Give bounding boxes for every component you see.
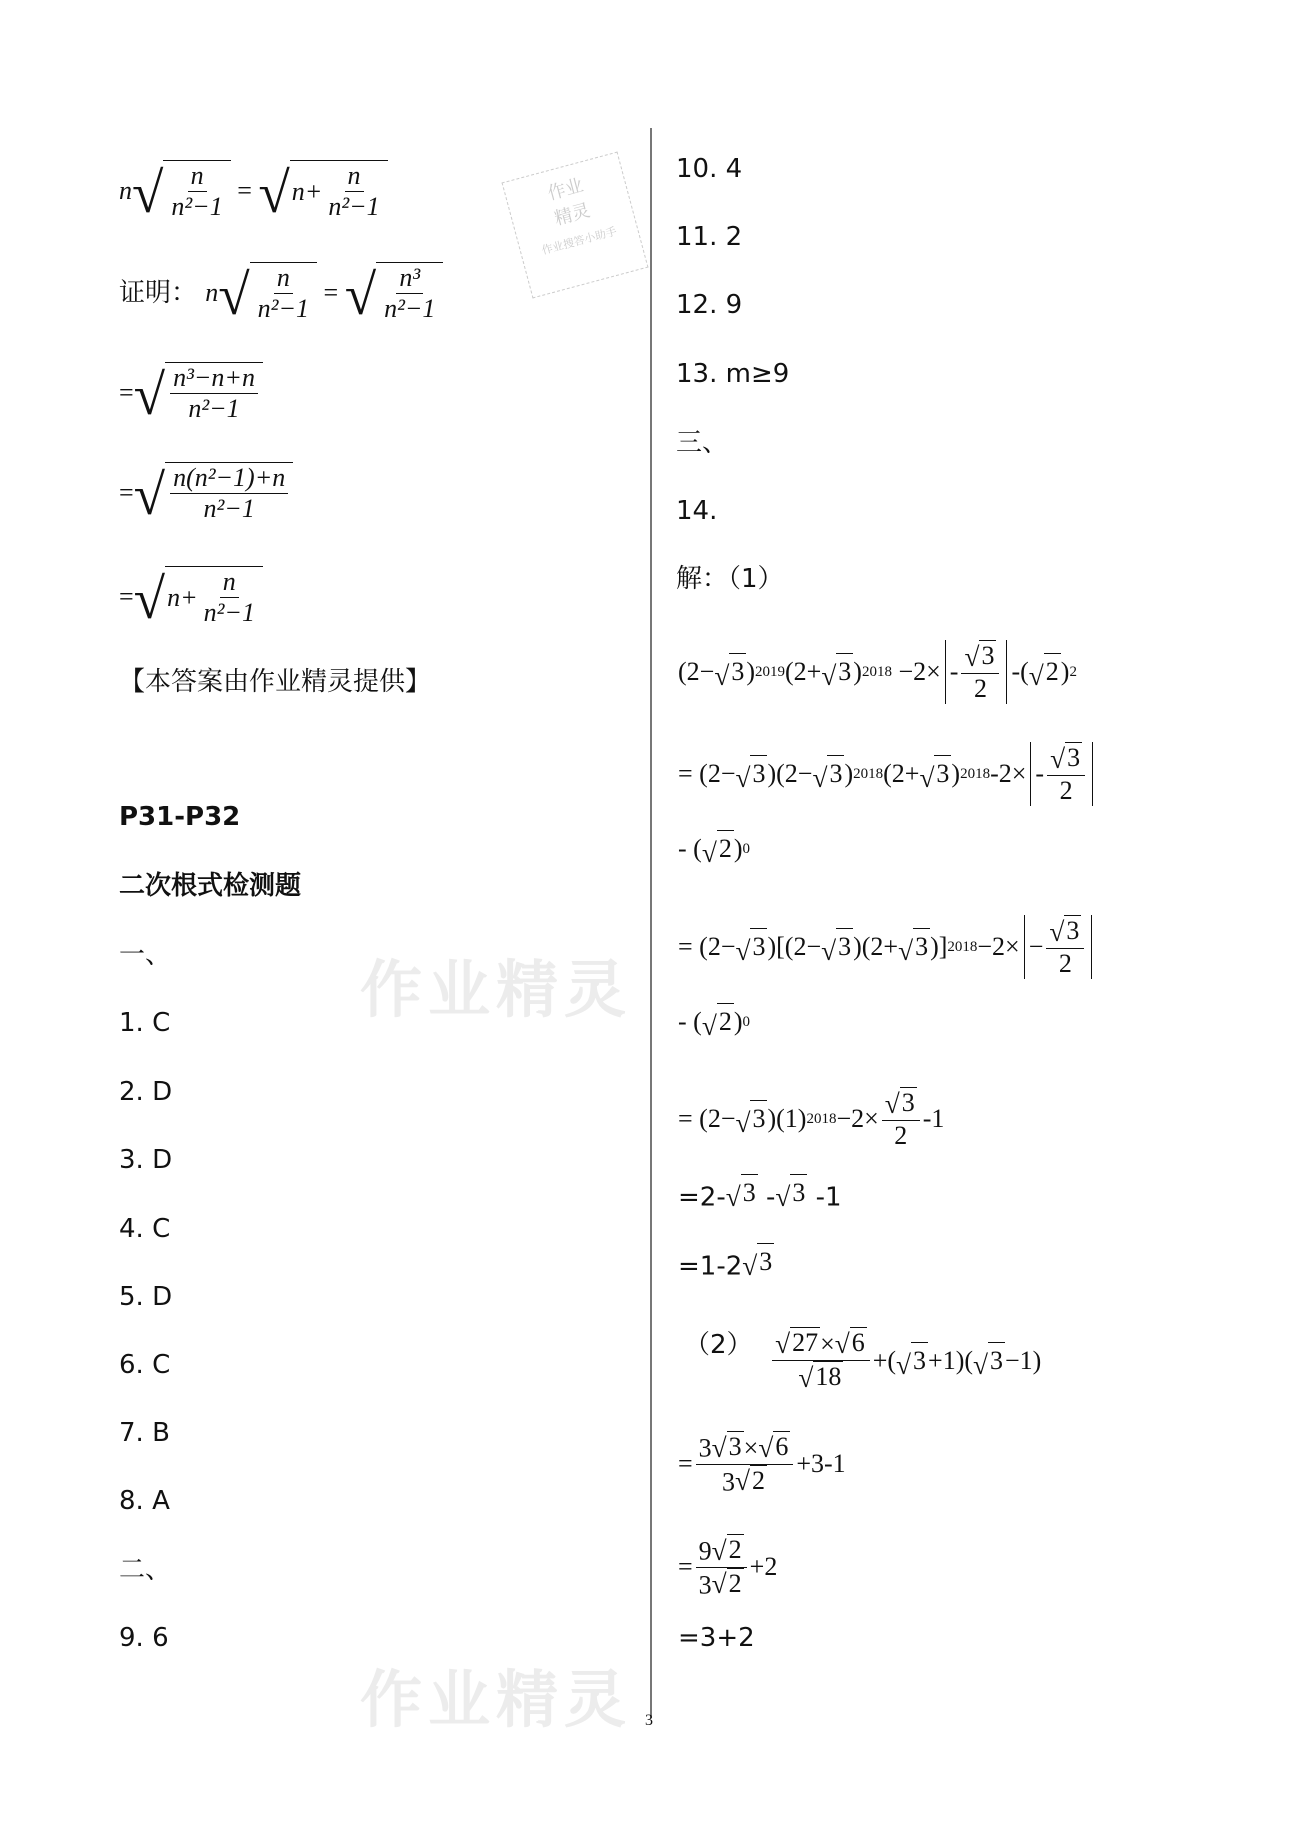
solution-label: 解：（1） <box>676 564 784 594</box>
watermark: 作业精灵 <box>360 953 633 1026</box>
stamp-text: 精灵 <box>552 200 593 230</box>
answer-item: 6. C <box>119 1350 171 1380</box>
answer-item: 3. D <box>119 1145 173 1175</box>
credit-note: 【本答案由作业精灵提供】 <box>119 667 432 697</box>
solution-step: = 3 √ 3 × √ 6 3 √ 2 +3-1 <box>678 1432 846 1497</box>
part-heading: 一、 <box>119 940 172 970</box>
proof-step: = √ $\frac{\text{n³−n+n}}{\text{n²−1}}$ <box>119 362 263 424</box>
solution-step: =2- √ 3 - √ 3 -1 <box>678 1174 842 1216</box>
formula-identity: n √ $\frac{n}{\text{n²−1}}$ = √ n+ $\frac{n}{\text{n²−1}}$ <box>119 160 388 222</box>
answer-item: 12. 9 <box>676 290 743 320</box>
solution-step: = (2− √ 3 )(1) 2018 −2× √ 3 2 -1 <box>678 1088 945 1150</box>
section-title: 二次根式检测题 <box>119 871 302 901</box>
answer-item: 5. D <box>119 1282 173 1312</box>
solution-step: = (2− √ 3 )(2− √ 3 ) 2018 (2+ √ 3 ) 2018 -2× - √ 3 2 <box>678 742 1097 806</box>
proof-line: 证明： n √ $\frac{n}{\text{n²−1}}$ = √ $\frac{\text{n³}}{\text{n²−1}}$ <box>119 262 443 324</box>
proof-step: = √ $\frac{\text{n(n²−1)+n}}{\text{n²−1}}$ <box>119 462 293 524</box>
stamp-text: 作业搜答小助手 <box>540 224 619 258</box>
stamp-logo <box>502 152 649 299</box>
answer-item: 11. 2 <box>676 222 743 252</box>
answer-item: 9. 6 <box>119 1623 169 1653</box>
answer-item: 1. C <box>119 1008 171 1038</box>
answer-item: 13. m≥9 <box>676 359 790 389</box>
solution-step: - ( √ 2 ) 0 <box>678 830 750 867</box>
answer-item: 8. A <box>119 1486 170 1516</box>
solution-step: =1-2 √ 3 <box>678 1243 774 1285</box>
solution-step: = 9 √ 2 3 √ 2 +2 <box>678 1535 778 1600</box>
part-heading: 三、 <box>676 428 729 458</box>
watermark: 作业精灵 <box>360 1663 633 1736</box>
solution-step: - ( √ 2 ) 0 <box>678 1003 750 1040</box>
part-heading: 二、 <box>119 1555 172 1585</box>
stamp-text: 作业 <box>545 174 586 205</box>
proof-label: 证明： <box>119 278 198 308</box>
column-divider <box>650 128 652 1718</box>
answer-item: 10. 4 <box>676 154 743 184</box>
question-number: 14. <box>676 496 718 526</box>
proof-step: = √ n+ $\frac{n}{\text{n²−1}}$ <box>119 566 263 628</box>
answer-item: 2. D <box>119 1077 173 1107</box>
answer-item: 4. C <box>119 1214 171 1244</box>
solution-step: = (2− √ 3 )[(2− √ 3 )(2+ √ 3 )] 2018 −2× − √ 3 2 <box>678 915 1096 979</box>
solution-step: （2） √ 27 × √ 6 √ 18 +( √ 3 +1)( √ 3 −1) <box>684 1328 1042 1393</box>
page-number: 3 <box>645 1712 653 1729</box>
solution-step: (2− √ 3 ) 2019 (2+ √ 3 ) 2018 −2× - √ 3 2 -( √ 2 ) 2 <box>678 641 1077 703</box>
answer-item: 7. B <box>119 1418 170 1448</box>
section-pages: P31-P32 <box>119 802 241 832</box>
solution-result: =3+2 <box>678 1623 755 1653</box>
